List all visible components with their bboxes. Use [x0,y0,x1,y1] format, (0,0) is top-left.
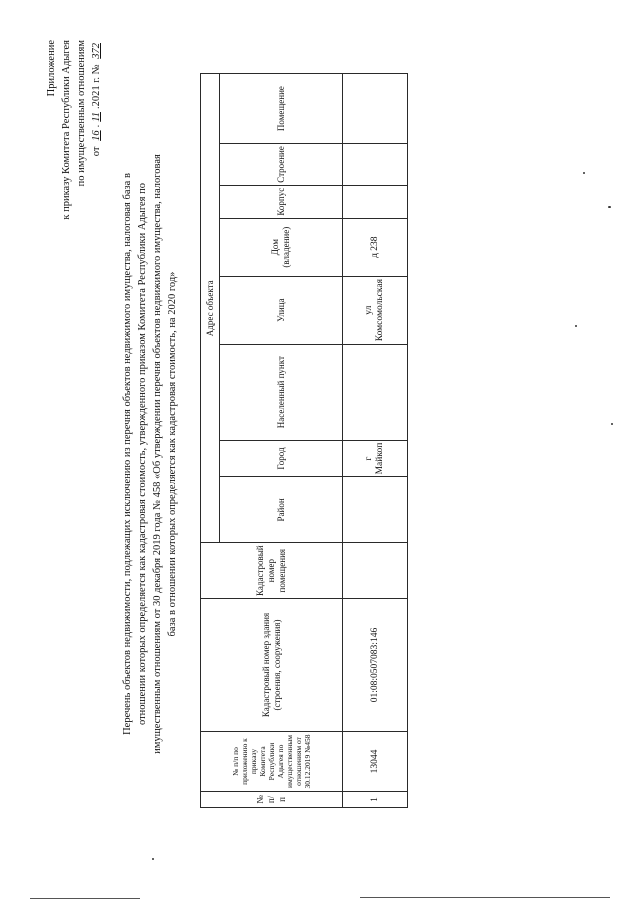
header-address-group: Адрес объекта [201,74,220,543]
header-building: Строение [220,144,343,186]
appendix-block [44,40,104,375]
scan-edge-line [30,898,140,899]
cell-cadastral-building: 01:08:0507083:146 [343,599,408,732]
cell-house: д 238 [343,218,408,276]
cell-district [343,477,408,543]
header-house: Дом (владение) [220,218,343,276]
heading-line-3: имущественным отношениям от 30 декабря 2019 года № 458 «Об утверждении перечня объектов недвижимого имущества, налоговая [152,154,163,754]
cell-settlement [343,344,408,440]
date-month: 11 [91,112,102,122]
header-appendix-num: № п/п по приложению к приказу Комитета Республики Адыгея по имущественным отношениям от 30.12.2019 №458 [201,732,343,792]
cell-city: г Майкоп [343,440,408,477]
cell-appendix-num: 13044 [343,732,408,792]
header-cadastral-building: Кадастровый номер здания (строения, сооружения) [201,599,343,732]
header-settlement: Населенный пункт [220,344,343,440]
scan-speck [608,206,611,208]
scan-speck [152,858,154,860]
cell-street: ул Комсомольская [343,276,408,344]
header-street: Улица [220,276,343,344]
scan-speck [583,172,585,174]
objects-table [200,73,408,808]
header-num: № п/ п [201,792,343,808]
number-prefix: № [91,64,102,75]
header-room: Помещение [220,74,343,144]
header-district: Район [220,477,343,543]
cell-num: 1 [343,792,408,808]
date-prefix: от [91,146,102,157]
appendix-title: Приложение [46,40,57,97]
cell-cadastral-room [343,543,408,599]
cell-building [343,144,408,186]
header-corpus: Корпус [220,185,343,218]
appendix-date-line: от 16.11.2021 г. № 372 [89,40,104,375]
cell-corpus [343,185,408,218]
scan-speck [611,423,613,425]
header-row-top [201,74,220,808]
heading-line-1: Перечень объектов недвижимости, подлежащих исключению из перечня объектов недвижимого имущества, налоговая база в [122,173,133,735]
appendix-committee-line: по имущественным отношениям [76,40,87,187]
header-cadastral-room: Кадастровый номер помещения [201,543,343,599]
cell-room [343,74,408,144]
header-city: Город [220,440,343,477]
table-row [343,74,408,808]
scan-speck [575,325,577,327]
date-year: .2021 г. [91,77,102,110]
document-heading [120,89,180,819]
heading-line-4: база в отношении которых определяется как кадастровая стоимость, на 2020 год» [167,271,178,637]
appendix-order-line: к приказу Комитета Республики Адыгея [61,40,72,220]
date-day: 16 [91,130,102,141]
heading-line-2: отношении которых определяется как кадастровая стоимость, утвержденного приказом Комитета Республики Адыгея по [137,182,148,726]
scan-edge-line [360,897,610,898]
order-number: 372 [91,43,102,59]
